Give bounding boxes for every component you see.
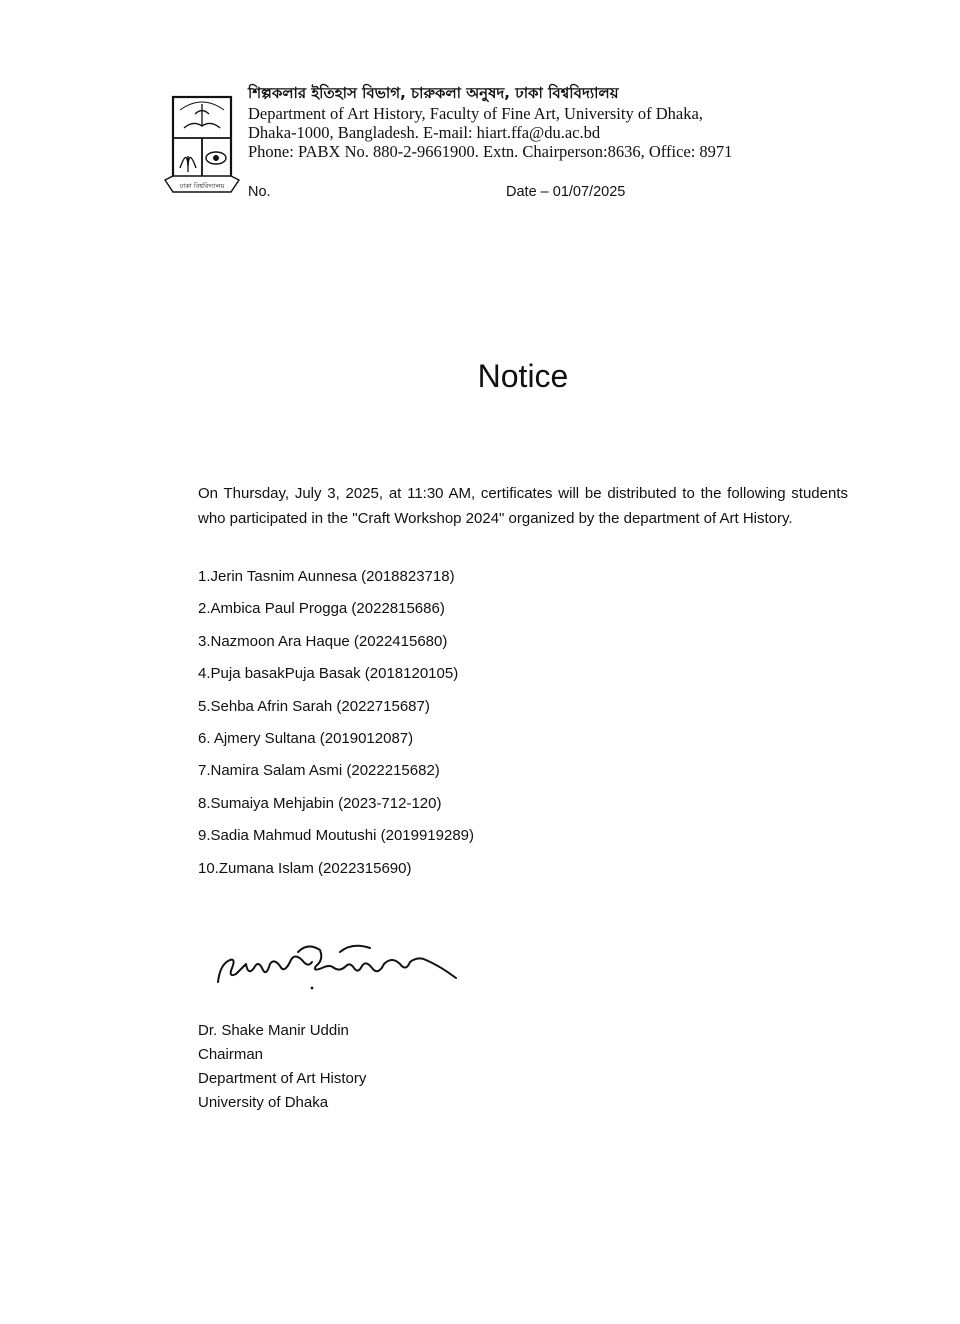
list-item: 7.Namira Salam Asmi (2022215682): [198, 762, 440, 780]
list-item: 1.Jerin Tasnim Aunnesa (2018823718): [198, 568, 455, 585]
department-address-line-1: Department of Art History, Faculty of Fine Art, University of Dhaka,: [248, 104, 703, 123]
list-item: 2.Ambica Paul Progga (2022815686): [198, 600, 445, 618]
reference-row: [248, 184, 748, 204]
signatory-block: [198, 1019, 366, 1115]
list-item: 10.Zumana Islam (2022315690): [198, 859, 412, 877]
logo-ribbon-text: ঢাকা বিশ্ববিদ্যালয়: [179, 182, 225, 190]
signatory-title: Chairman: [198, 1046, 264, 1063]
notice-body: On Thursday, July 3, 2025, at 11:30 AM, certificates will be distributed to the following students who participated in the "Craft Workshop 2024" organized by the department of Art History.: [198, 485, 848, 527]
list-item: 4.Puja basakPuja Basak (2018120105): [198, 665, 459, 683]
list-item: 6. Ajmery Sultana (2019012087): [198, 729, 414, 747]
reference-number: No.: [248, 184, 271, 200]
department-phone-line: Phone: PABX No. 880-2-9661900. Extn. Chairperson:8636, Office: 8971: [248, 142, 733, 161]
department-name-bangla: শিল্পকলার ইতিহাস বিভাগ, চারুকলা অনুষদ, ঢাকা বিশ্ববিদ্যালয়: [248, 84, 619, 102]
page-title: Notice: [477, 358, 569, 394]
list-item: 5.Sehba Afrin Sarah (2022715687): [198, 697, 430, 715]
department-address-line-2: Dhaka-1000, Bangladesh. E-mail: hiart.ffa@du.ac.bd: [248, 123, 601, 142]
signatory-university: University of Dhaka: [198, 1094, 329, 1111]
university-logo: [164, 94, 240, 198]
signature: [212, 938, 462, 996]
notice-date: Date – 01/07/2025: [506, 184, 626, 200]
signatory-department: Department of Art History: [198, 1070, 367, 1087]
list-item: 8.Sumaiya Mehjabin (2023-712-120): [198, 794, 442, 812]
student-list: [198, 566, 848, 890]
letterhead: [248, 82, 928, 161]
list-item: 9.Sadia Mahmud Moutushi (2019919289): [198, 827, 475, 845]
signatory-name: Dr. Shake Manir Uddin: [198, 1022, 349, 1039]
list-item: 3.Nazmoon Ara Haque (2022415680): [198, 632, 448, 650]
